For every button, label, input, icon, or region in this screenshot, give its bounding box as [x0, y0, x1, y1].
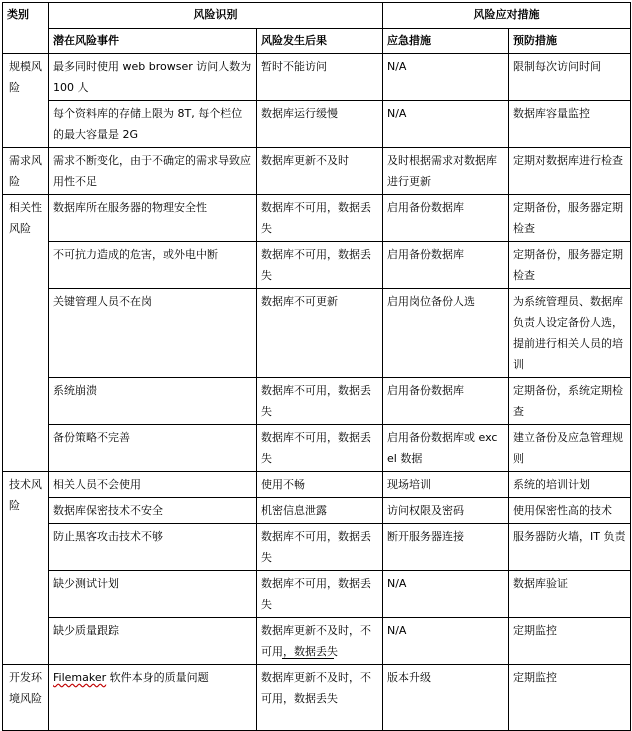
cell-emergency: 启用岗位备份人选: [383, 289, 509, 378]
cell-consequence: 机密信息泄露: [257, 498, 383, 524]
cell-emergency: 断开服务器连接: [383, 524, 509, 571]
cell-event: 最多同时使用 web browser 访问人数为 100 人: [49, 54, 257, 101]
cell-prevention: 服务器防火墙，IT 负责: [509, 524, 631, 571]
cell-prevention: 定期备份，系统定期检查: [509, 378, 631, 425]
cell-emergency: N/A: [383, 571, 509, 618]
category-related: 相关性风险: [3, 195, 49, 472]
cell-event: 数据库保密技术不安全: [49, 498, 257, 524]
cell-consequence: 数据库不可用，数据丢失: [257, 378, 383, 425]
spellcheck-word: Filemaker: [53, 671, 107, 684]
table-row: [3, 571, 631, 618]
cell-prevention: 建立备份及应急管理规则: [509, 425, 631, 472]
cell-consequence: 使用不畅: [257, 472, 383, 498]
cell-event: [49, 665, 257, 731]
cell-prevention: 限制每次访问时间: [509, 54, 631, 101]
cell-event: 数据库所在服务器的物理安全性: [49, 195, 257, 242]
table-row: [3, 524, 631, 571]
cell-consequence: 数据库更新不及时，不可用，数据丢失: [257, 618, 383, 665]
cell-event: 相关人员不会使用: [49, 472, 257, 498]
table-row: [3, 378, 631, 425]
cell-prevention: 数据库容量监控: [509, 101, 631, 148]
table-row: [3, 101, 631, 148]
cell-emergency: 访问权限及密码: [383, 498, 509, 524]
cell-consequence: 暂时不能访问: [257, 54, 383, 101]
cell-event: 每个资料库的存储上限为 8T, 每个栏位的最大容量是 2G: [49, 101, 257, 148]
cell-prevention: 定期对数据库进行检查: [509, 148, 631, 195]
category-dev-env: 开发环境风险: [3, 665, 49, 731]
cell-emergency: N/A: [383, 618, 509, 665]
cell-emergency: 启用备份数据库: [383, 195, 509, 242]
cell-emergency: 启用备份数据库或 excel 数据: [383, 425, 509, 472]
cell-event: 系统崩溃: [49, 378, 257, 425]
cell-consequence: 数据库更新不及时: [257, 148, 383, 195]
cell-emergency: 及时根据需求对数据库进行更新: [383, 148, 509, 195]
cell-prevention: 定期监控: [509, 665, 631, 731]
cell-prevention: 使用保密性高的技术: [509, 498, 631, 524]
table-row: [3, 195, 631, 242]
cell-emergency: 启用备份数据库: [383, 378, 509, 425]
cell-consequence: 数据库不可用，数据丢失: [257, 242, 383, 289]
header-emergency: 应急措施: [383, 29, 509, 54]
header-row-2: [3, 29, 631, 54]
header-event: 潜在风险事件: [49, 29, 257, 54]
cell-prevention: 为系统管理员、数据库负责人设定备份人选，提前进行相关人员的培训: [509, 289, 631, 378]
table-row: [3, 665, 631, 731]
cell-emergency: N/A: [383, 101, 509, 148]
cell-prevention: 定期备份，服务器定期检查: [509, 242, 631, 289]
cell-event: 缺少质量跟踪: [49, 618, 257, 665]
table-row: [3, 425, 631, 472]
cell-consequence: 数据库不可用，数据丢失: [257, 571, 383, 618]
table-row: [3, 148, 631, 195]
cell-prevention: 定期监控: [509, 618, 631, 665]
cell-event: 关键管理人员不在岗: [49, 289, 257, 378]
table-row: [3, 242, 631, 289]
header-category: 类别: [3, 3, 49, 54]
cell-emergency: 现场培训: [383, 472, 509, 498]
cell-event: 需求不断变化，由于不确定的需求导致应用性不足: [49, 148, 257, 195]
cell-event: 不可抗力造成的危害，或外电中断: [49, 242, 257, 289]
bottom-rule: [282, 658, 334, 659]
risk-table: [2, 2, 631, 731]
cell-event: 备份策略不完善: [49, 425, 257, 472]
cell-event: 缺少测试计划: [49, 571, 257, 618]
cell-prevention: 系统的培训计划: [509, 472, 631, 498]
cell-consequence: 数据库不可用，数据丢失: [257, 524, 383, 571]
cell-emergency: 启用备份数据库: [383, 242, 509, 289]
header-risk-response: 风险应对措施: [383, 3, 631, 29]
cell-consequence: 数据库运行缓慢: [257, 101, 383, 148]
header-consequence: 风险发生后果: [257, 29, 383, 54]
category-tech: 技术风险: [3, 472, 49, 665]
cell-consequence: 数据库不可更新: [257, 289, 383, 378]
category-demand: 需求风险: [3, 148, 49, 195]
header-row-1: [3, 3, 631, 29]
cell-emergency: 版本升级: [383, 665, 509, 731]
cell-consequence: 数据库不可用，数据丢失: [257, 195, 383, 242]
cell-emergency: N/A: [383, 54, 509, 101]
table-row: [3, 54, 631, 101]
cell-event-rest: 软件本身的质量问题: [106, 671, 209, 684]
cell-consequence: 数据库不可用，数据丢失: [257, 425, 383, 472]
table-row: [3, 289, 631, 378]
cell-prevention: 定期备份，服务器定期检查: [509, 195, 631, 242]
cell-prevention: 数据库验证: [509, 571, 631, 618]
category-scale: 规模风险: [3, 54, 49, 148]
table-row: [3, 472, 631, 498]
cell-event: 防止黑客攻击技术不够: [49, 524, 257, 571]
cell-consequence: 数据库更新不及时，不可用，数据丢失: [257, 665, 383, 731]
table-row: [3, 498, 631, 524]
header-prevention: 预防措施: [509, 29, 631, 54]
header-risk-identification: 风险识别: [49, 3, 383, 29]
